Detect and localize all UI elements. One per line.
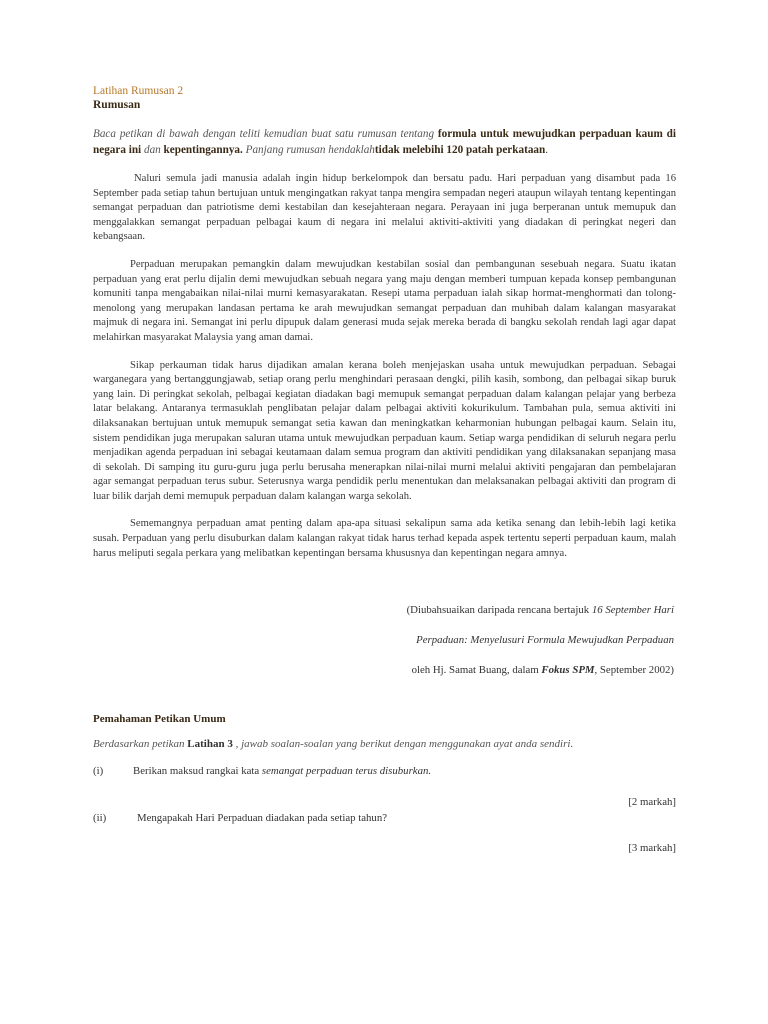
paragraph: Perpaduan merupakan pemangkin dalam mewujudkan kestabilan sosial dan pembangunan sesebuah negara. Suatu ikatan perpaduan yang erat perlu dijalin demi mewujudkan sebuah negara yang maju dengan memberi tumpuan kepada konsep pembangunan komuniti tanpa mengabaikan nilai-nilai murni kemasyarakatan. Resepi utama perpaduan ialah sikap hormat-menghormati dan tolong-menolong yang merupakan landasan pertama ke arah mewujudkan semangat perpaduan dan muhibah dalam kalangan masyarakat majmuk di negara ini. Semangat ini perlu dipupuk dalam generasi muda sejak mereka berada di bangku sekolah rendah lagi agar dapat melahirkan masyarakat Malaysia yang aman damai. — [93, 258, 676, 343]
instr-bold: Latihan 3 — [187, 738, 233, 751]
instr-bold: kepentingannya. — [163, 144, 243, 156]
marks-label: [2 markah] — [628, 796, 676, 809]
citation-italic: Perpaduan: Menyelusuri Formula Mewujudkan Perpaduan — [416, 634, 674, 647]
question-2 — [93, 811, 676, 825]
question-1 — [93, 764, 676, 778]
citation-text: oleh Hj. Samat Buang, dalam — [411, 664, 542, 677]
passage — [93, 172, 676, 561]
source-citation — [93, 603, 676, 677]
instr-part: Panjang rumusan hendaklah — [242, 144, 375, 156]
citation-publication: Fokus SPM — [541, 664, 595, 677]
instr-part: . — [545, 144, 549, 156]
question-italic: semangat perpaduan terus disuburkan. — [261, 765, 432, 778]
marks-label: [3 markah] — [628, 842, 676, 855]
citation-italic: 16 September Hari — [591, 604, 674, 617]
instr-part: dan — [141, 144, 164, 156]
question-number: (ii) — [93, 812, 107, 825]
instr-bold: tidak melebihi 120 patah perkataan — [374, 144, 546, 156]
paragraph: Sememangnya perpaduan amat penting dalam apa-apa situasi sekalipun sama ada ketika senang dan lebih-lebih lagi ketika susah. Perpaduan yang perlu disuburkan dalam kalangan rakyat tidak harus terhad kepada aspek tertentu seperti perpaduan kaum, malah harus meliputi segala perkara yang melibatkan kepentingan bersama khususnya dan kepentingan negara amnya. — [93, 518, 676, 559]
section-heading: Rumusan — [93, 99, 141, 111]
comprehension-heading: Pemahaman Petikan Umum — [93, 713, 226, 726]
exercise-title: Latihan Rumusan 2 — [93, 85, 184, 97]
instructions — [93, 126, 676, 158]
instr-part: , jawab soalan-soalan yang berikut dengan menggunakan ayat anda sendiri. — [232, 738, 574, 751]
instr-bold: formula untuk mewujudkan perpaduan kaum di negara ini — [93, 128, 676, 156]
instr-part: Berdasarkan petikan — [93, 738, 188, 751]
citation-text: , September 2002) — [594, 664, 674, 677]
citation-text: (Diubahsuaikan daripada rencana bertajuk — [406, 604, 592, 617]
paragraph: Naluri semula jadi manusia adalah ingin hidup berkelompok dan bersatu padu. Hari perpaduan yang disambut pada 16 September pada setiap tahun bertujuan untuk mengingatkan rakyat tanpa mengira sempadan negeri ataupun wilayah tentang kepentingan semangat perpaduan dan patriotisme demi kestabilan dan kesejahteraan negara. Perayaan ini juga berperanan untuk memupuk dan menggalakkan semangat perpaduan pelbagai kaum di negara ini melalui aktiviti-aktiviti yang diadakan di peringkat negeri dan kebangsaan. — [93, 173, 676, 243]
question-number: (i) — [93, 765, 104, 778]
question-text: Berikan maksud rangkai kata — [133, 765, 262, 778]
instr-part: Baca petikan di bawah dengan teliti kemudian buat satu rumusan tentang — [93, 128, 438, 140]
comprehension-instructions — [93, 738, 676, 750]
paragraph: Sikap perkauman tidak harus dijadikan amalan kerana boleh menjejaskan usaha untuk mewujudkan perpaduan. Sebagai warganegara yang bertanggungjawab, setiap orang perlu menghindari perasaan dengki, pilih kasih, sombong, dan pelbagai sikap buruk yang lain. Di peringkat sekolah, pelbagai kegiatan diadakan bagi memupuk semangat perpaduan dalam kalangan pelajar yang berbeza latar belakang. Antaranya termasuklah penglibatan pelajar dalam pelbagai aktiviti kokurikulum. Tambahan pula, semua aktiviti ini dilaksanakan bertujuan untuk memupuk semangat setia kawan dan meningkatkan keharmonian hubungan pelbagai kaum. Selain itu, sistem pendidikan juga merupakan saluran utama untuk mewujudkan perpaduan kaum. Setiap warga pendidikan di seluruh negara perlu menjadikan agenda perpaduan ini sebagai keutamaan dalam semua program dan aktiviti pendidikan yang dilaksanakan sepanjang masa di sekolah. Di samping itu guru-guru juga perlu berusaha menerapkan nilai-nilai murni melalui aktiviti pengajaran dan pembelajaran agar semangat perpaduan terus subur. Seterusnya warga pendidik perlu menentukan dan melaksanakan pelbagai aktiviti dan program di luar bilik darjah demi memupuk perpaduan dalam kalangan warga sekolah. — [93, 359, 676, 502]
question-text: Mengapakah Hari Perpaduan diadakan pada setiap tahun? — [137, 812, 388, 825]
